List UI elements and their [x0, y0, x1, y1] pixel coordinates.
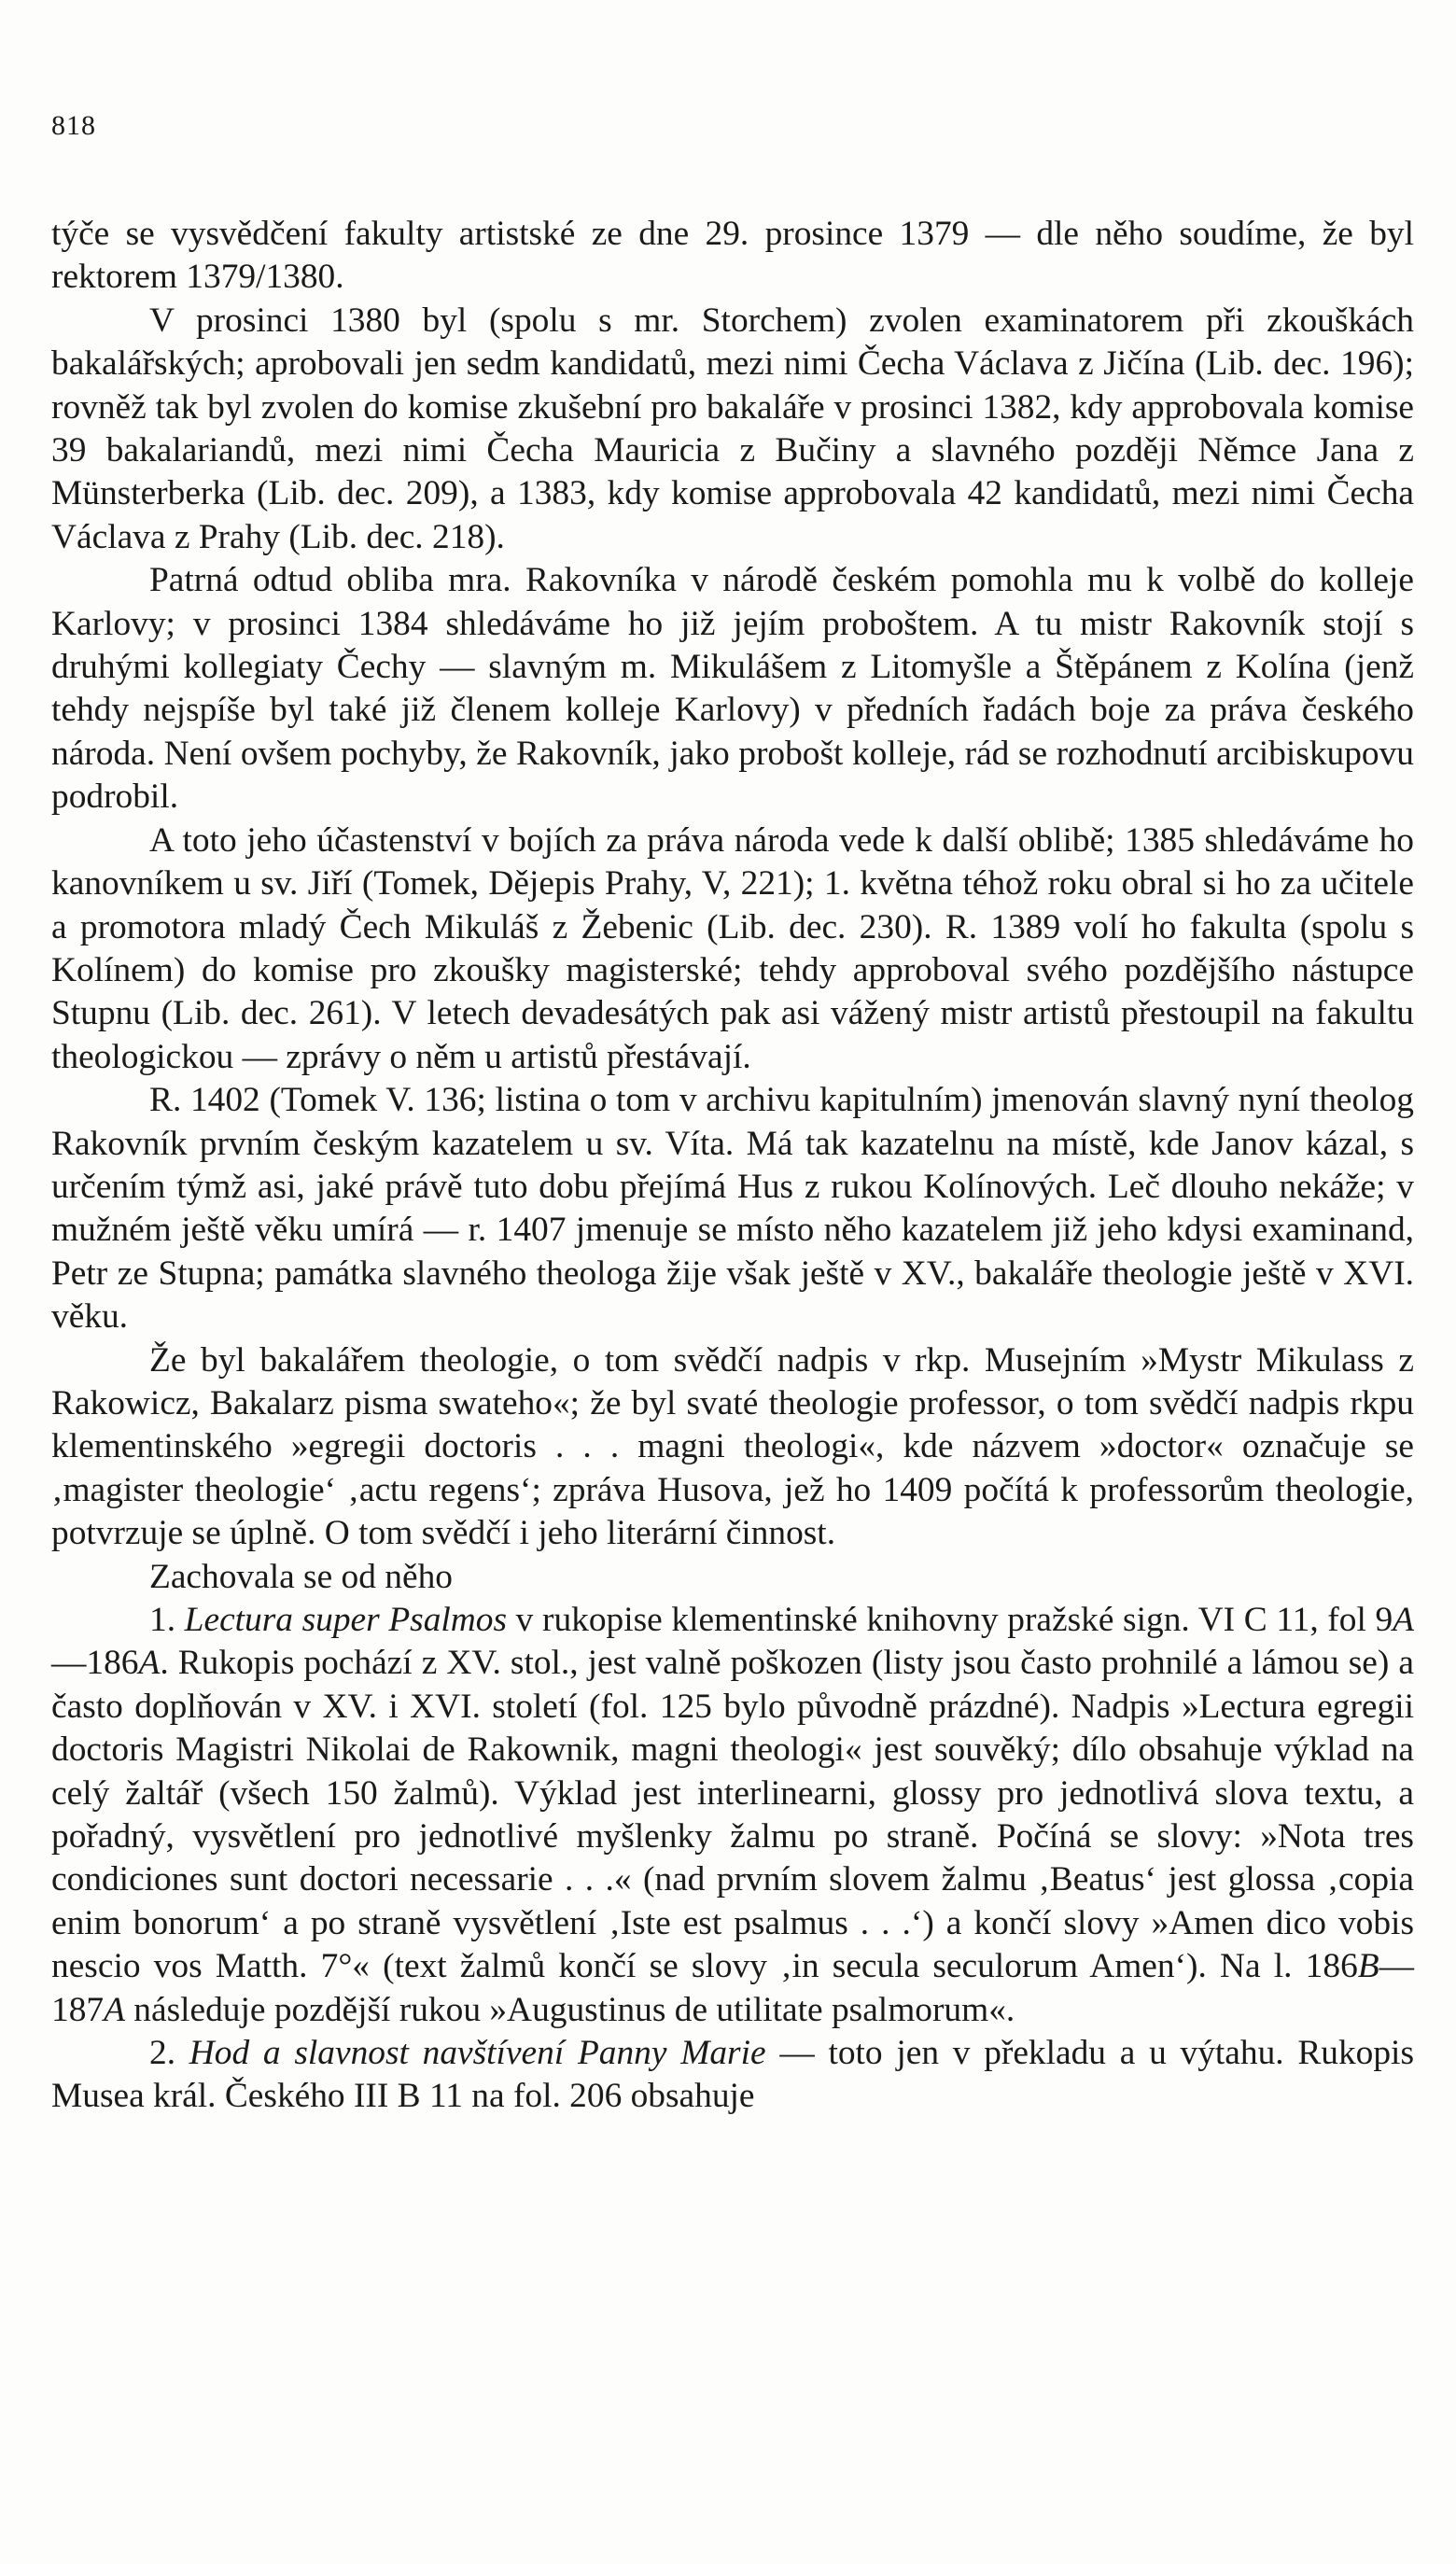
text-run: . Rukopis pochází z XV. stol., jest valně poškozen (listy jsou často prohnilé a lámou se) a často doplňován v XV. i XVI. století (fol. 125 bylo původně prázdné). Nadpis »Lectura egregii doctoris Magistri Nikolai de Rakownik, magni theologi« jest souvěký; dílo obsahuje výklad na celý žaltář (všech 150 žalmů). Výklad jest interlinearni, glossy pro jednotlivá slova textu, a pořadný, vysvětlení pro jednotlivé myšlenky žalmu po straně. Počíná se slovy: »Nota tres condiciones sunt doctori necessarie . . .« (nad prvním slovem žalmu ‚Beatus‘ jest glossa ‚copia enim bonorum‘ a po straně vysvětlení ‚Iste est psalmus . . .‘) a končí slovy »Amen dico vobis nescio vos Matth. 7°« (text žalmů končí se slovy ‚in secula seculorum Amen‘). Na l. 186	[51, 1644, 1414, 1986]
text-run: Zachovala se od něho	[149, 1557, 453, 1596]
paragraph	[51, 213, 1414, 300]
text-run: následuje pozdější rukou »Augustinus de utilitate psalmorum«.	[124, 1990, 1015, 2029]
paragraph	[51, 1556, 1414, 1599]
italic-text: A	[138, 1644, 161, 1683]
page-number: 818	[51, 110, 96, 141]
italic-text: B	[1357, 1947, 1379, 1986]
paragraph	[51, 559, 1414, 819]
italic-text: A	[1393, 1601, 1414, 1639]
paragraph	[51, 1599, 1414, 2032]
text-run: 2.	[149, 2034, 189, 2073]
text-run: v rukopise klementinské knihovny pražské sign. VI C 11, fol 9	[507, 1601, 1393, 1639]
italic-text: Lectura super Psalmos	[184, 1601, 508, 1639]
text-run: — toto jen v překladu a u výtahu. Rukopis Musea král. Českého III B 11 na fol. 206 obsahuje	[51, 2034, 1415, 2116]
paragraph	[51, 820, 1414, 1079]
text-run: R. 1402 (Tomek V. 136; listina o tom v archivu kapitulním) jmenován slavný nyní theolog Rakovník prvním českým kazatelem u sv. Víta. Má tak kazatelnu na místě, kde Janov kázal, s určením týmž asi, jaké právě tuto dobu přejímá Hus z rukou Kolínových. Leč dlouho nekáže; v mužném ještě věku umírá — r. 1407 jmenuje se místo něho kazatelem již jeho kdysi examinand, Petr ze Stupna; památka slavného theologa žije však ještě v XV., bakaláře theologie ještě v XVI. věku.	[51, 1081, 1414, 1337]
body-text	[51, 213, 1414, 2119]
italic-text: A	[104, 1990, 125, 2029]
paragraph	[51, 1079, 1414, 1338]
text-run: V prosinci 1380 byl (spolu s mr. Storchem) zvolen examinatorem při zkouškách bakalářských; aprobovali jen sedm kandidatů, mezi nimi Čecha Václava z Jičína (Lib. dec. 196); rovněž tak byl zvolen do komise zkušební pro bakaláře v prosinci 1382, kdy approbovala komise 39 bakalariandů, mezi nimi Čecha Mauricia z Bučiny a slavného později Němce Jana z Münsterberka (Lib. dec. 209), a 1383, kdy komise approbovala 42 kandidatů, mezi nimi Čecha Václava z Prahy (Lib. dec. 218).	[51, 301, 1414, 556]
text-run: —186	[51, 1644, 139, 1683]
text-run: —187	[51, 1947, 1414, 2029]
paragraph	[51, 2032, 1414, 2119]
paragraph	[51, 300, 1414, 559]
text-run: Že byl bakalářem theologie, o tom svědčí nadpis v rkp. Musejním »Mystr Mikulass z Rakowicz, Bakalarz pisma swateho«; že byl svaté theologie professor, o tom svědčí nadpis rkpu klementinského »egregii doctoris . . . magni theologi«, kde názvem »doctor« označuje se ‚magister theologie‘ ‚actu regens‘; zpráva Husova, jež ho 1409 počítá k professorům theologie, potvrzuje se úplně. O tom svědčí i jeho literární činnost.	[51, 1340, 1414, 1553]
paragraph	[51, 1339, 1414, 1556]
italic-text: Hod a slavnost navštívení Panny Marie	[189, 2034, 766, 2073]
text-run: týče se vysvědčení fakulty artistské ze dne 29. prosince 1379 — dle něho soudíme, že byl rektorem 1379/1380.	[51, 215, 1414, 297]
text-run: Patrná odtud obliba mra. Rakovníka v národě českém pomohla mu k volbě do kolleje Karlovy; v prosinci 1384 shledáváme ho již jejím proboštem. A tu mistr Rakovník stojí s druhými kollegiaty Čechy — slavným m. Mikulášem z Litomyšle a Štěpánem z Kolína (jenž tehdy nejspíše byl také již členem kolleje Karlovy) v předních řadách boje za práva českého národa. Není ovšem pochyby, že Rakovník, jako probošt kolleje, rád se rozhodnutí arcibiskupovu podrobil.	[51, 561, 1414, 817]
text-run: A toto jeho účastenství v bojích za práva národa vede k další oblibě; 1385 shledáváme ho kanovníkem u sv. Jiří (Tomek, Dějepis Prahy, V, 221); 1. května téhož roku obral si ho za učitele a promotora mladý Čech Mikuláš z Žebenic (Lib. dec. 230). R. 1389 volí ho fakulta (spolu s Kolínem) do komise pro zkoušky magisterské; tehdy approboval svého pozdějšího nástupce Stupnu (Lib. dec. 261). V letech devadesátých pak asi vážený mistr artistů přestoupil na fakultu theologickou — zprávy o něm u artistů přestávají.	[51, 820, 1414, 1076]
text-run: 1.	[149, 1601, 185, 1639]
